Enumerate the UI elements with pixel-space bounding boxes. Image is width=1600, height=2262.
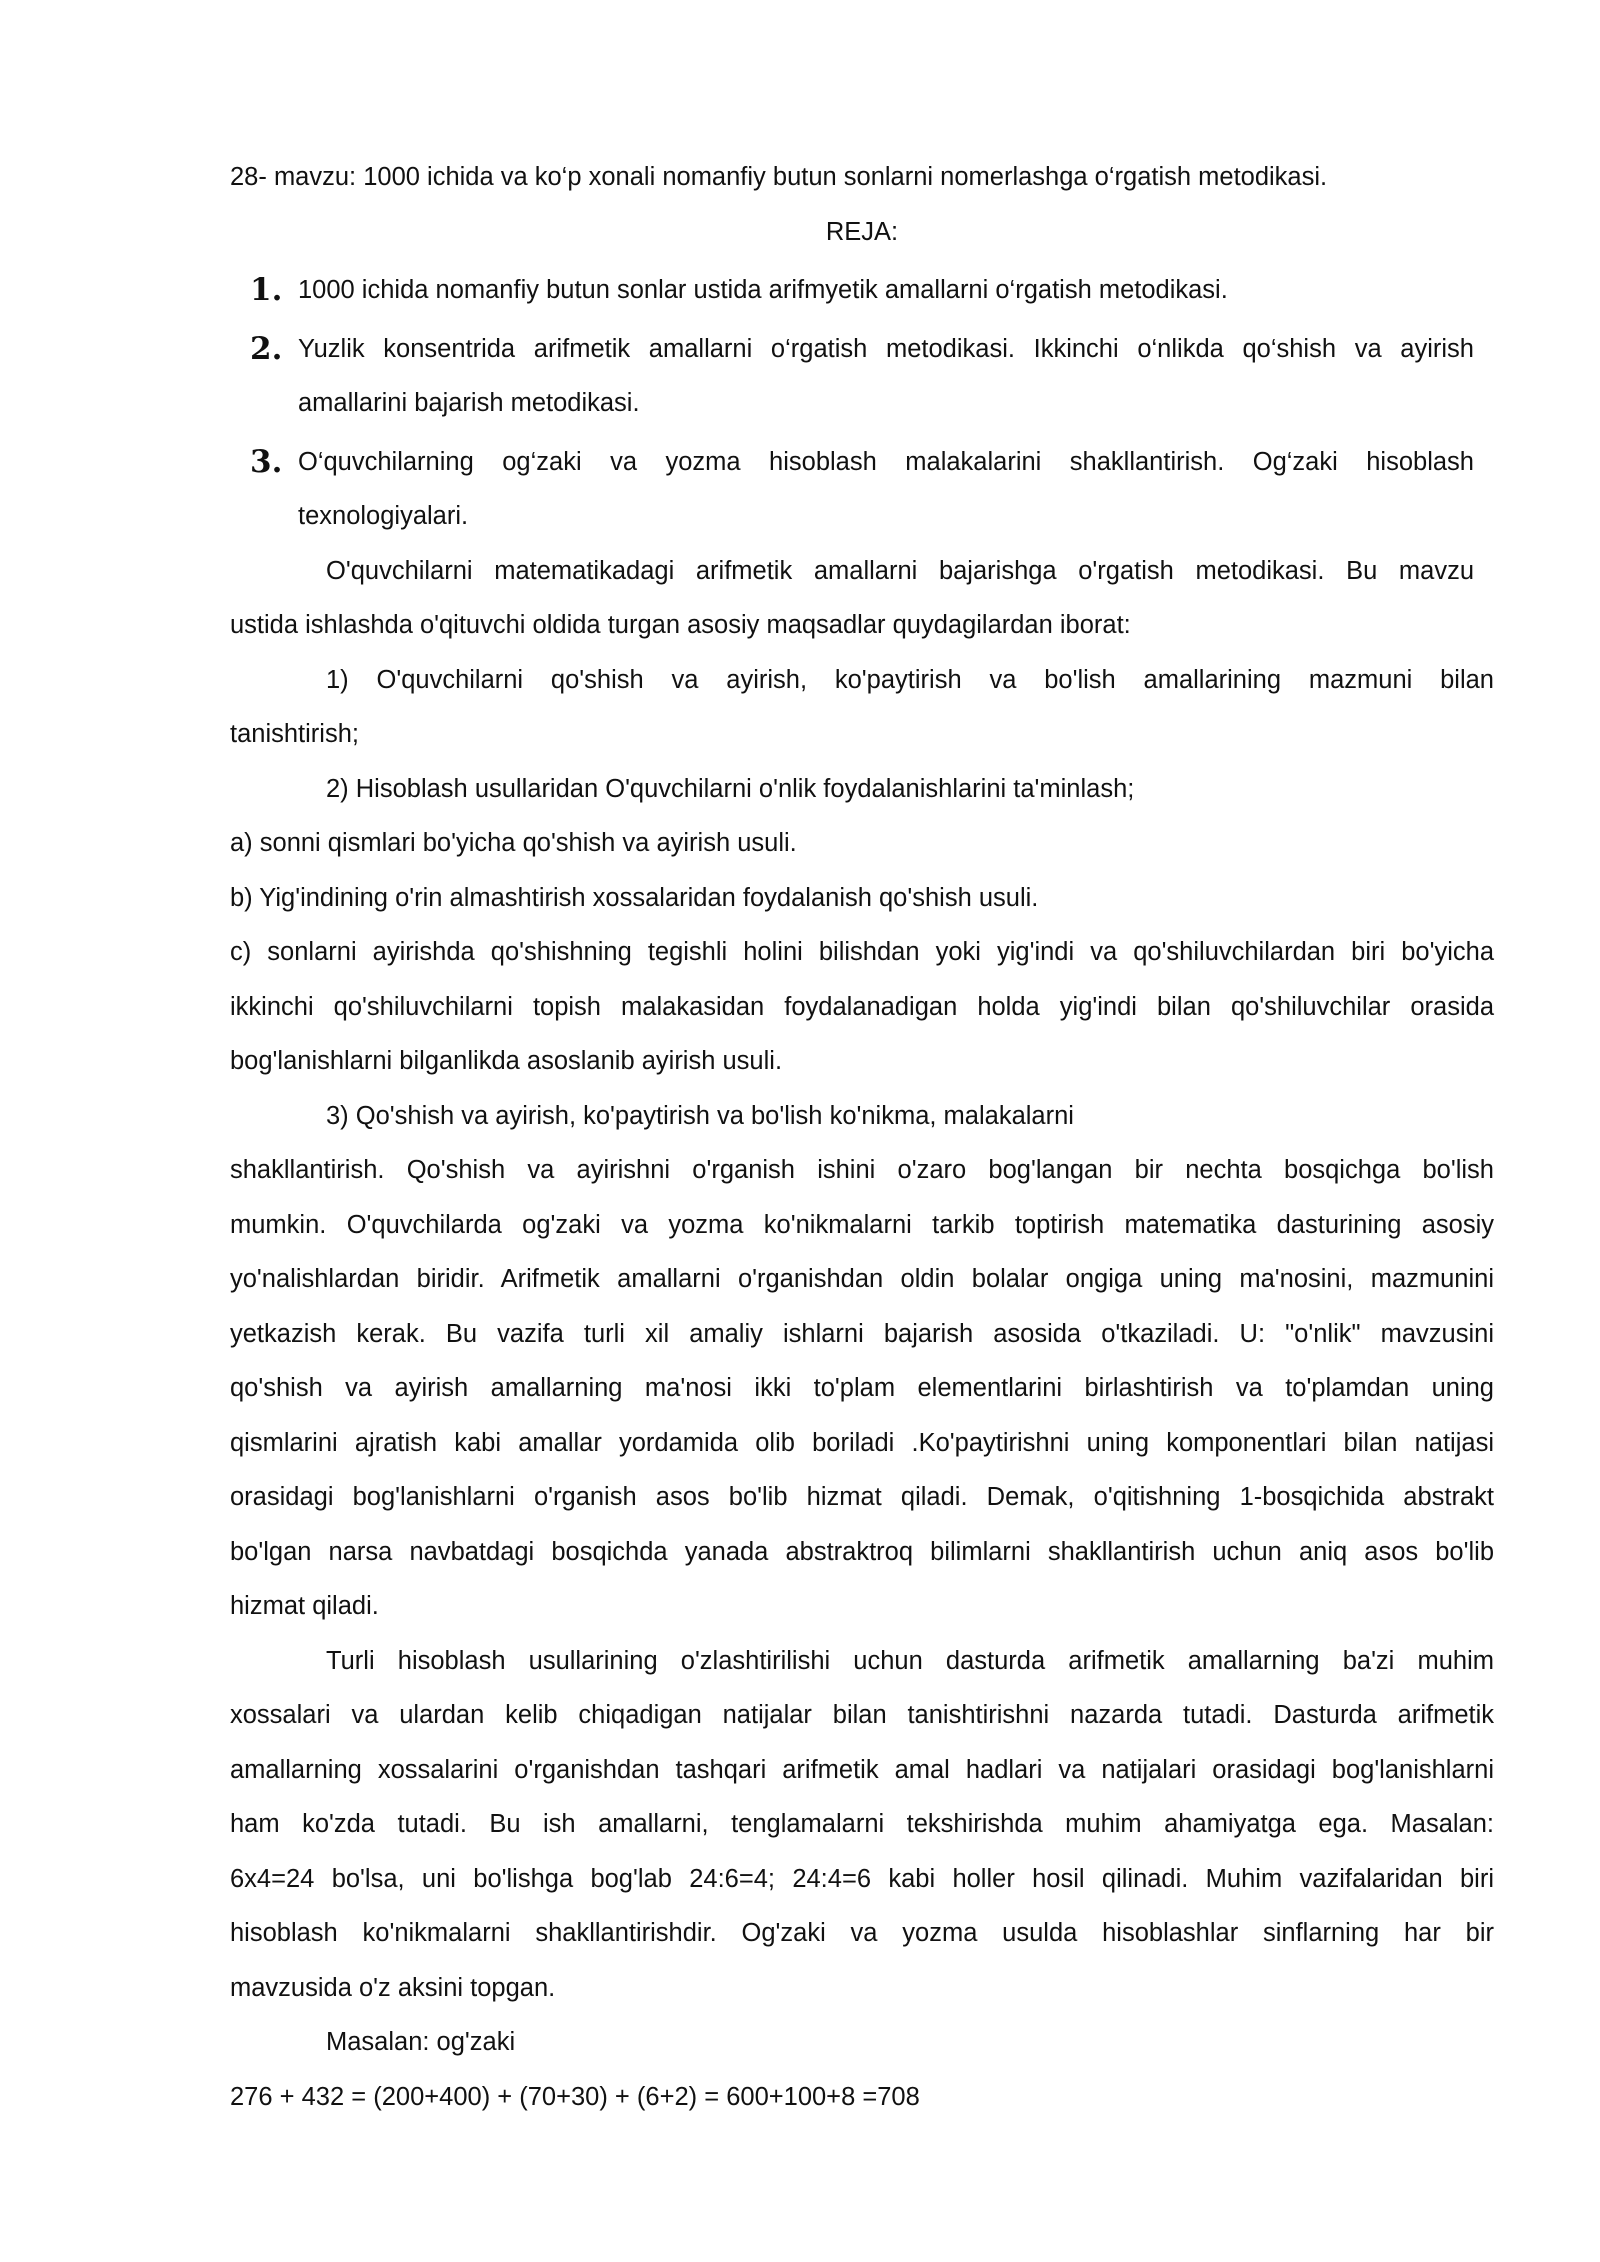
paragraph-line: tanishtirish; <box>230 720 359 748</box>
paragraph-line: O'quvchilarni matematikadagi arifmetik amallarni bajarishga o'rgatish metodikasi. Bu mavzu <box>326 556 1474 585</box>
paragraph-line: yo'nalishlardan biridir. Arifmetik amallarni o'rganishdan oldin bolalar ongiga uning ma'nosini, mazmunini <box>230 1265 1494 1293</box>
paragraph-line: ikkinchi qo'shiluvchilarni topish malakasidan foydalanadigan holda yig'indi bilan qo'shiluvchilar orasida <box>230 992 1494 1021</box>
plan-heading: REJA: <box>825 217 899 246</box>
paragraph-line: orasidagi bog'lanishlarni o'rganish asos bo'lib hizmat qiladi. Demak, o'qitishning 1-bosqichida abstrakt <box>230 1483 1494 1511</box>
paragraph-line: 1) O'quvchilarni qo'shish va ayirish, ko'paytirish va bo'lish amallarining mazmuni bilan <box>326 665 1494 694</box>
paragraph-line: bog'lanishlarni bilganlikda asoslanib ayirish usuli. <box>230 1047 783 1075</box>
paragraph-line: hizmat qiladi. <box>230 1592 379 1620</box>
paragraph-line: qo'shish va ayirish amallarning ma'nosi ikki to'plam elementlarini birlashtirish va to'plamdan uning <box>230 1374 1494 1402</box>
example-equation: 276 + 432 = (200+400) + (70+30) + (6+2) = 600+100+8 =708 <box>230 2082 920 2111</box>
body-text <box>230 544 1494 2125</box>
paragraph-line: a) sonni qismlari bo'yicha qo'shish va ayirish usuli. <box>230 829 797 857</box>
paragraph-line: amallarning xossalarini o'rganishdan tashqari arifmetik amal hadlari va natijalari orasidagi bog'lanishlarni <box>230 1755 1494 1784</box>
paragraph-line: c) sonlarni ayirishda qo'shishning tegishli holini bilishdan yoki yig'indi va qo'shiluvchilardan biri bo'yicha <box>230 938 1494 966</box>
document-page <box>230 150 1494 2124</box>
paragraph-line: qismlarini ajratish kabi amallar yordamida olib boriladi .Ko'paytirishni uning komponentlari bilan natijasi <box>230 1428 1494 1457</box>
example-label: Masalan: og'zaki <box>326 2028 516 2056</box>
paragraph-line: ustida ishlashda o'qituvchi oldida turgan asosiy maqsadlar quydagilardan iborat: <box>230 611 1131 639</box>
paragraph-line: yetkazish kerak. Bu vazifa turli xil amaliy ishlarni bajarish asosida o'tkaziladi. U: "o'nlik" mavzusini <box>230 1319 1494 1348</box>
plan-item-2 <box>230 322 1494 431</box>
document-title: 28- mavzu: 1000 ichida va ko‘p xonali nomanfiy butun sonlarni nomerlashga o‘rgatish metodikasi. <box>230 163 1328 191</box>
plan-item-text: Yuzlik konsentrida arifmetik amallarni o‘rgatish metodikasi. Ikkinchi o‘nlikda qo‘shish va ayirish <box>298 334 1474 363</box>
plan-item-text: O‘quvchilarning og‘zaki va yozma hisoblash malakalarini shakllantirish. Og‘zaki hisoblash <box>298 447 1474 476</box>
paragraph-line: shakllantirish. Qo'shish va ayirishni o'rganish ishini o'zaro bog'langan bir nechta bosqichga bo'lish <box>230 1156 1494 1184</box>
plan-item-number: 3. <box>250 443 283 480</box>
plan-item-1 <box>230 263 1494 318</box>
paragraph-line: mumkin. O'quvchilarda og'zaki va yozma ko'nikmalarni tarkib toptirish matematika dasturining asosiy <box>230 1210 1494 1239</box>
paragraph-line: ham ko'zda tutadi. Bu ish amallarni, tenglamalarni tekshirishda muhim ahamiyatga ega. Masalan: <box>230 1810 1494 1838</box>
paragraph-line: bo'lgan narsa navbatdagi bosqichda yanada abstraktroq bilimlarni shakllantirish uchun aniq asos bo'lib <box>230 1537 1494 1566</box>
paragraph-line: Turli hisoblash usullarining o'zlashtirilishi uchun dasturda arifmetik amallarning ba'zi muhim <box>326 1646 1494 1675</box>
plan-item-text: texnologiyalari. <box>298 502 469 530</box>
plan-item-text: amallarini bajarish metodikasi. <box>298 389 640 417</box>
paragraph-line: b) Yig'indining o'rin almashtirish xossalaridan foydalanish qo'shish usuli. <box>230 883 1039 912</box>
paragraph-line: 3) Qo'shish va ayirish, ko'paytirish va bo'lish ko'nikma, malakalarni <box>326 1101 1074 1130</box>
paragraph-line: hisoblash ko'nikmalarni shakllantirishdir. Og'zaki va yozma usulda hisoblashlar sinflarning har bir <box>230 1919 1494 1947</box>
plan-item-number: 2. <box>250 330 283 367</box>
paragraph-line: 6x4=24 bo'lsa, uni bo'lishga bog'lab 24:6=4; 24:4=6 kabi holler hosil qilinadi. Muhim vazifalaridan biri <box>230 1864 1494 1893</box>
plan-item-3 <box>230 435 1494 544</box>
plan-item-number: 1. <box>250 272 283 308</box>
plan-item-text: 1000 ichida nomanfiy butun sonlar ustida arifmyetik amallarni o‘rgatish metodikasi. <box>298 276 1228 304</box>
paragraph-line: xossalari va ulardan kelib chiqadigan natijalar bilan tanishtirishni nazarda tutadi. Dasturda arifmetik <box>230 1701 1494 1729</box>
paragraph-line: mavzusida o'z aksini topgan. <box>230 1973 556 2002</box>
paragraph-line: 2) Hisoblash usullaridan O'quvchilarni o'nlik foydalanishlarini ta'minlash; <box>326 774 1135 803</box>
